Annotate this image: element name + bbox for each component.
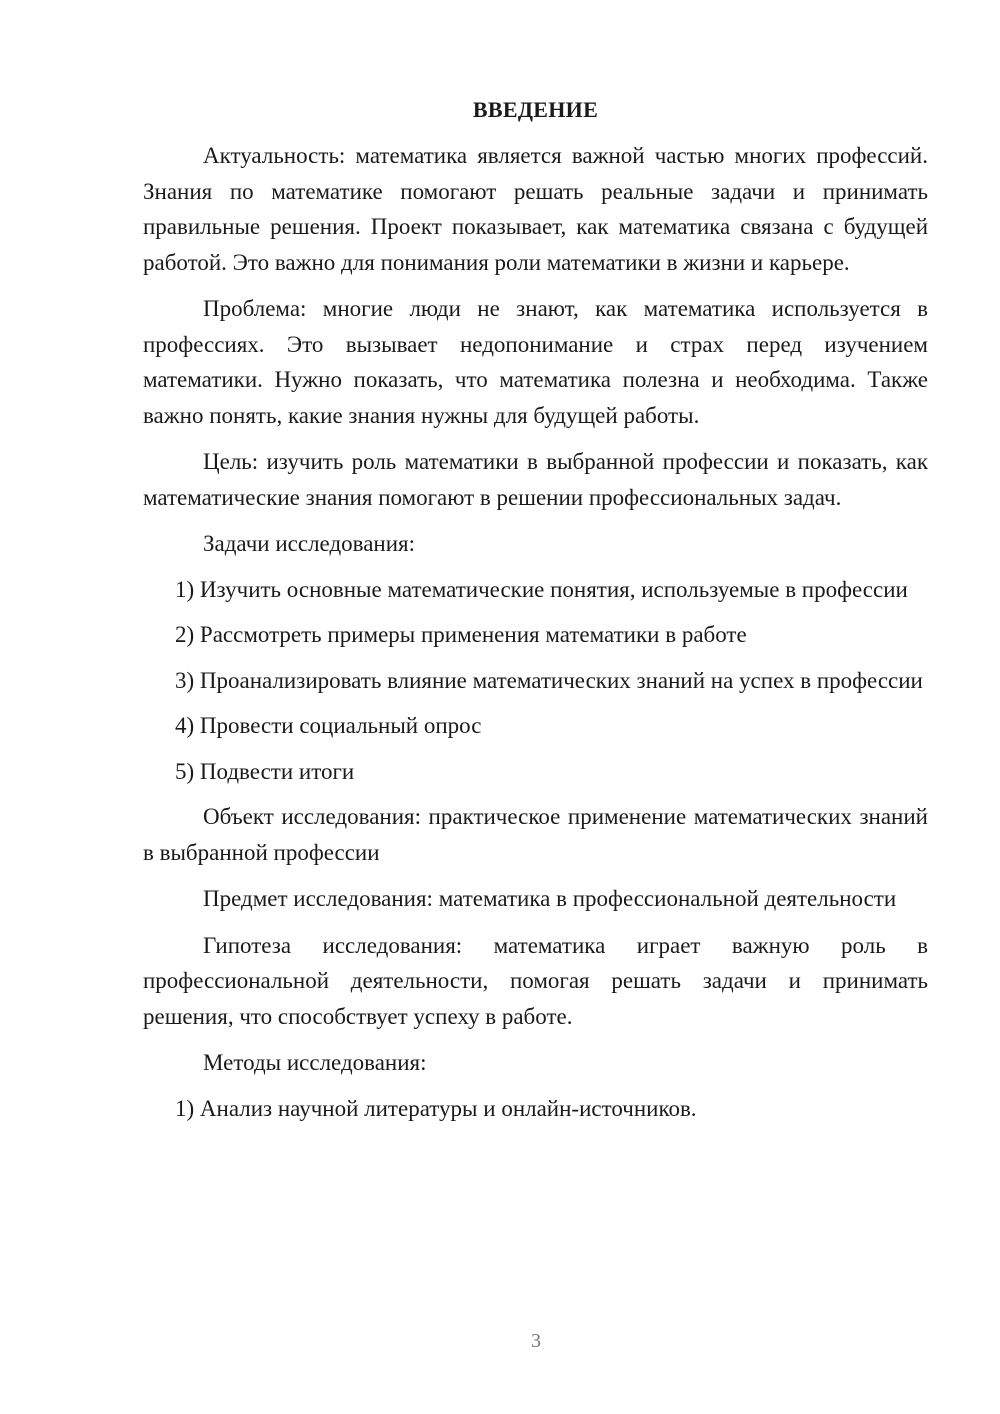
hypothesis-paragraph: Гипотеза исследования: математика играет важную роль в профессиональной деятельности, помогая решать задачи и принимать решения, что способствует успеху в работе. bbox=[143, 932, 928, 1029]
problem-paragraph: Проблема: многие люди не знают, как математика используется в профессиях. Это вызывает недопонимание и страх перед изучением математики. Нужно показать, что математика полезна и необходима. Также важно понять, какие знания нужны для будущей работы. bbox=[143, 296, 928, 428]
task-item-3: 3) Проанализировать влияние математических знаний на успех в профессии bbox=[175, 667, 923, 693]
task-item-5: 5) Подвести итоги bbox=[175, 758, 355, 784]
object-paragraph: Объект исследования: практическое применение математических знаний в выбранной профессии bbox=[143, 804, 928, 865]
task-item-2: 2) Рассмотреть примеры применения математики в работе bbox=[175, 622, 747, 647]
task-item-1: 1) Изучить основные математические понятия, используемые в профессии bbox=[175, 576, 908, 602]
methods-title: Методы исследования: bbox=[203, 1050, 427, 1075]
page-number: 3 bbox=[531, 1330, 541, 1352]
task-item-4: 4) Провести социальный опрос bbox=[175, 713, 482, 738]
method-item-1: 1) Анализ научной литературы и онлайн-источников. bbox=[175, 1095, 697, 1121]
section-heading: ВВЕДЕНИЕ bbox=[472, 97, 599, 122]
page-content bbox=[143, 90, 928, 1136]
goal-paragraph: Цель: изучить роль математики в выбранной профессии и показать, как математические знания помогают в решении профессиональных задач. bbox=[143, 449, 928, 510]
subject-paragraph: Предмет исследования: математика в профессиональной деятельности bbox=[203, 886, 897, 911]
relevance-paragraph: Актуальность: математика является важной частью многих профессий. Знания по математике помогают решать реальные задачи и принимать правильные решения. Проект показывает, как математика связана с будущей работой. Это важно для понимания роли математики в жизни и карьере. bbox=[143, 143, 928, 275]
tasks-title: Задачи исследования: bbox=[203, 531, 416, 556]
